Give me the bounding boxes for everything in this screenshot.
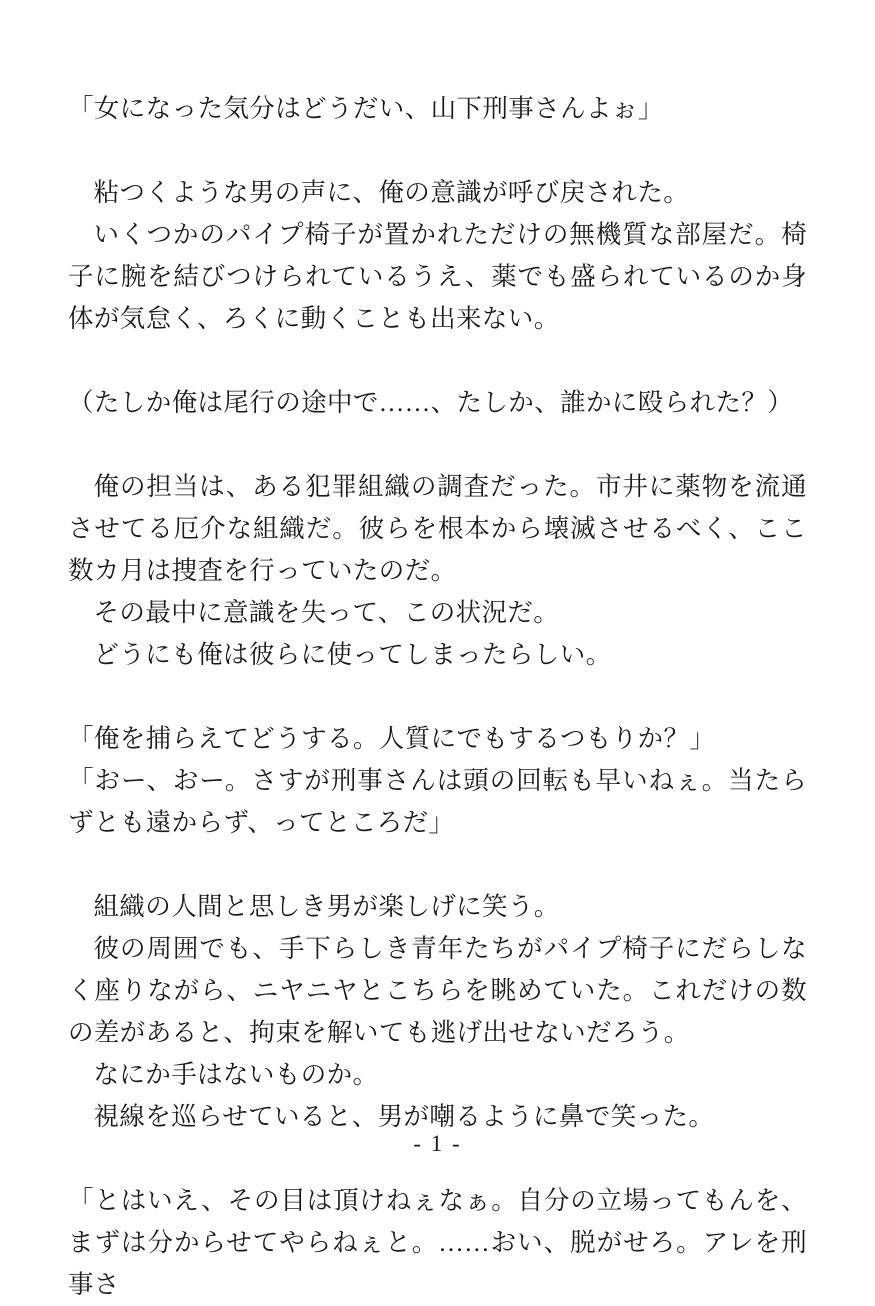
paragraph-narration-7: 彼の周囲でも、手下らしき青年たちがパイプ椅子にだらしなく座りながら、ニヤニヤとこちらを眺めていた。これだけの数の差があると、拘束を解いても逃げ出せないだろう。 (68, 934, 807, 1047)
paragraph-spacer (68, 424, 807, 466)
paragraph-narration-6: 組織の人間と思しき男が楽しげに笑う。 (93, 892, 560, 921)
paragraph-dialogue-3: 「おー、おー。さすが刑事さんは頭の回転も早いねぇ。当たらずとも遠からず、ってところだ」 (68, 766, 807, 837)
paragraph-spacer (68, 844, 807, 886)
document-body (68, 88, 807, 1306)
paragraph-narration-5: どうにも俺は彼らに使ってしまったらしい。 (93, 640, 612, 669)
paragraph-dialogue-2: 「俺を捕らえてどうする。人質にでもするつもりか？」 (68, 724, 716, 753)
paragraph-narration-4: その最中に意識を失って、この状況だ。 (93, 598, 560, 627)
paragraph-narration-3: 俺の担当は、ある犯罪組織の調査だった。市井に薬物を流通させてる厄介な組織だ。彼らを根本から壊滅させるべく、ここ数カ月は捜査を行っていたのだ。 (68, 472, 807, 585)
paragraph-narration-8: なにか手はないものか。 (93, 1060, 379, 1089)
paragraph-narration-1: 粘つくような男の声に、俺の意識が呼び戻された。 (93, 178, 690, 207)
paragraph-dialogue-4: 「とはいえ、その目は頂けねぇなぁ。自分の立場ってもんを、まずは分からせてやらねぇと。……おい、脱がせろ。アレを刑事さ (68, 1186, 807, 1299)
page-number: - 1 - (413, 1131, 462, 1156)
paragraph-spacer (68, 676, 807, 718)
paragraph-spacer (68, 130, 807, 172)
paragraph-inner-thought-1: （たしか俺は尾行の途中で……、たしか、誰かに殴られた？） (68, 388, 794, 417)
paragraph-spacer (68, 340, 807, 382)
paragraph-narration-2: いくつかのパイプ椅子が置かれただけの無機質な部屋だ。椅子に腕を結びつけられているうえ、薬でも盛られているのか身体が気怠く、ろくに動くことも出来ない。 (68, 220, 807, 333)
paragraph-dialogue-1: 「女になった気分はどうだい、山下刑事さんよぉ」 (68, 94, 664, 123)
paragraph-narration-9: 視線を巡らせていると、男が嘲るように鼻で笑った。 (93, 1102, 715, 1131)
